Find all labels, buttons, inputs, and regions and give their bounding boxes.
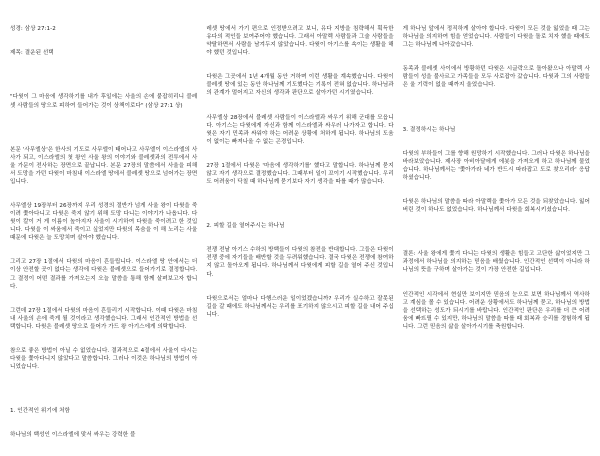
key-verse-quote: "다윗이 그 마음에 생각하기를 내가 후일에는 사울의 손에 붙잡히리니 블레셋 사람들의 땅으로 피하여 들어가는 것이 상책이로다" (삼상 27:1 상) [10,94,198,109]
paragraph: 게 하나님 앞에서 정직하게 살아야 합니다. 다윗이 모든 것을 잃었을 때 그는 하나님을 의지하여 힘을 얻었습니다. 사람들이 다윗을 돌로 치자 했을 때에도 그는 하나님께 나아갔습니다. [402,26,592,49]
paragraph: 다윗으로서는 얼마나 다행스러운 일이었겠습니까? 우리가 실수하고 잘못된 길을 갈 때에도 하나님께서는 우리를 포기하지 않으시고 피할 길을 내어 주십니다. [206,295,396,318]
paragraph: 그런데 27장 1절에서 다윗의 마음이 흔들리기 시작합니다. 이때 다윗은 마침내 사울의 손에 죽게 될 것이라고 생각했습니다. 그래서 인간적인 방법을 선택합니다. 다윗은 블레셋 땅으로 들어가 가드 왕 아기스에게 의탁합니다. [10,307,198,330]
scripture-reference: 성경: 삼상 27:1-2 [10,26,56,33]
paragraph: 참으로 좋은 방법이 아닐 수 없었습니다. 결과적으로 4절에서 사울이 다시는 다윗을 쫓아다니지 않았다고 말씀합니다. 그러나 이것은 하나님의 방법이 아니었습니다. [10,347,200,371]
conclusion-paragraph: 결론: 사울 왕에게 쫓겨 다니는 다윗의 생활은 힘들고 고단한 삶이었지만 그 과정에서 하나님을 의지하는 믿음을 배웠습니다. 인간적인 선택이 아니라 하나님의 뜻을 구하며 살아가는 것이 가장 안전한 길입니다. [402,251,592,274]
paragraph: 전쟁 전날 아기스 수하의 방백들이 다윗의 참전을 반대합니다. 그들은 다윗이 전쟁 중에 자기들을 배반할 것을 두려워했습니다. 결국 다윗은 전쟁에 참여하지 않고 돌아오게 됩니다. 하나님께서 다윗에게 피할 길을 열어 주신 것입니다. [206,247,396,278]
paragraph: 다윗의 부하들이 그를 향해 원망하기 시작했습니다. 그러나 다윗은 하나님을 바라보았습니다. 제사장 아비아달에게 에봇을 가져오게 하고 하나님께 물었습니다. 하나님께서는 '쫓아가라 네가 반드시 따라잡고 도로 찾으리라' 응답하셨습니다. [402,150,592,181]
paragraph: 다윗은 하나님의 말씀을 따라 아말렉을 쫓아가 모든 것을 되찾았습니다. 잃어버린 것이 하나도 없었습니다. 하나님께서 다윗을 회복시키셨습니다. [402,199,590,214]
paragraph: 인간적인 시각에서 현실만 보이지만 믿음의 눈으로 보면 하나님께서 역사하고 계심을 볼 수 있습니다. 어려운 상황에서도 하나님께 묻고, 하나님의 방법을 선택하는 성도가 되시기를 바랍니다. 인간적인 판단은 우리를 더 큰 어려움에 빠뜨릴 수 있지만, 하나님의 말씀을 따를 때 회복과 승리를 경험하게 됩니다. 그런 믿음의 삶을 살아가시기를 축원합니다. [402,291,590,330]
paragraph: 다윗은 그곳에서 1년 4개월 동안 거하며 이런 생활을 계속했습니다. 다윗이 블레셋 땅에 있는 동안 하나님께 기도했다는 기록이 전혀 없습니다. 하나님과의 관계가 멀어지고 자신의 생각과 판단으로 살아가던 시기였습니다. [206,74,396,97]
paragraph: 하나님의 백성인 이스라엘에 맞서 싸우는 강력한 블 [10,432,136,439]
column-1 [10,9,200,439]
sermon-title: 제목: 결운된 선택 [10,50,54,57]
column-3 [403,9,590,418]
paragraph: 본문 '사무엘상'은 한사의 기도로 사무엘이 태어나고 사무엘이 이스라엘의 사사가 되고, 이스라엘의 첫 왕인 사울 왕의 이야기와 블레셋과의 전투에서 사울 가문이 전사하는 장면으로 끝납니다. 본문 27장의 말씀에서 사울을 피해서 도망을 가던 다윗이 마침내 이스라엘 땅에서 블레셋 땅으로 넘어가는 장면입니다. [10,146,198,185]
paragraph: 그리고 27장 1절에서 다윗의 마음이 흔들립니다. 이스라엘 땅 안에서는 더 이상 안전할 곳이 없다는 생각에 다윗은 블레셋으로 들어가기로 결정합니다. 그 결정이 어떤 결과를 가져오는지 오늘 말씀을 통해 함께 살펴보고자 합니다. [10,259,200,290]
section-heading: 1. 인간적인 위기에 처함 [10,408,71,415]
section-heading: 3. 결정하시는 하나님 [402,126,456,133]
column-2 [206,9,396,418]
paragraph: 레셋 땅에서 가기 편으로 인정받으려고 보니, 유다 지방을 침략해서 획득한 유다의 적인들 보여주어야 했습니다. 그래서 아말렉 사람들과 그술 사람들을 약탈하면서 사람을 남겨두지 않았습니다. 다윗이 아기스를 속이는 생활을 해야 했던 것입니다. [206,26,396,57]
text-columns [10,9,592,439]
paragraph: 사무엘상 19장부터 26장까지 우리 성경의 절반가 넘게 사울 왕이 다윗을 죽이려 쫓아다니고 다윗은 죽지 않기 위해 도망 다니는 이야기가 나옵니다. 다윗이 칼이 거 게 이름이 높아지자 사울이 시기하여 다윗을 죽이려고 한 것입니다. 다윗을 이 싸움에서 죽이고 싶었지만 다윗의 목숨을 이 해 노리는 사울 때문에 다윗은 늘 도망치며 살아야 했습니다. [10,203,200,242]
paragraph: 사무엘상 28장에서 블레셋 사람들이 이스라엘과 싸우기 위해 군대를 모읍니다. 아기스는 다윗에게 자신과 함께 이스라엘과 싸우러 나가자고 합니다. 다윗은 자기 민족과 싸워야 하는 어려운 상황에 처하게 됩니다. 하나님의 도움이 없이는 빠져나올 수 없는 곤경입니다. [206,114,394,145]
paragraph: 27장 1절에서 다윗은 '마음에 생각하기를' 했다고 말합니다. 하나님께 묻지 않고 자기 생각으로 결정했습니다. 그때부터 일이 꼬이기 시작했습니다. 우리도 어려움이 닥칠 때 하나님께 묻기보다 자기 생각을 따를 때가 많습니다. [206,162,396,185]
paragraph: 동족과 블레셋 사이에서 방황하던 다윗은 시글락으로 돌아왔으나 아말렉 사람들이 성을 불사르고 가족들을 모두 사로잡아 갔습니다. 다윗과 그의 사람들은 울 기력이 없을 때까지 울었습니다. [402,66,590,89]
section-heading: 2. 피할 길을 열어주시는 하나님 [206,223,285,230]
